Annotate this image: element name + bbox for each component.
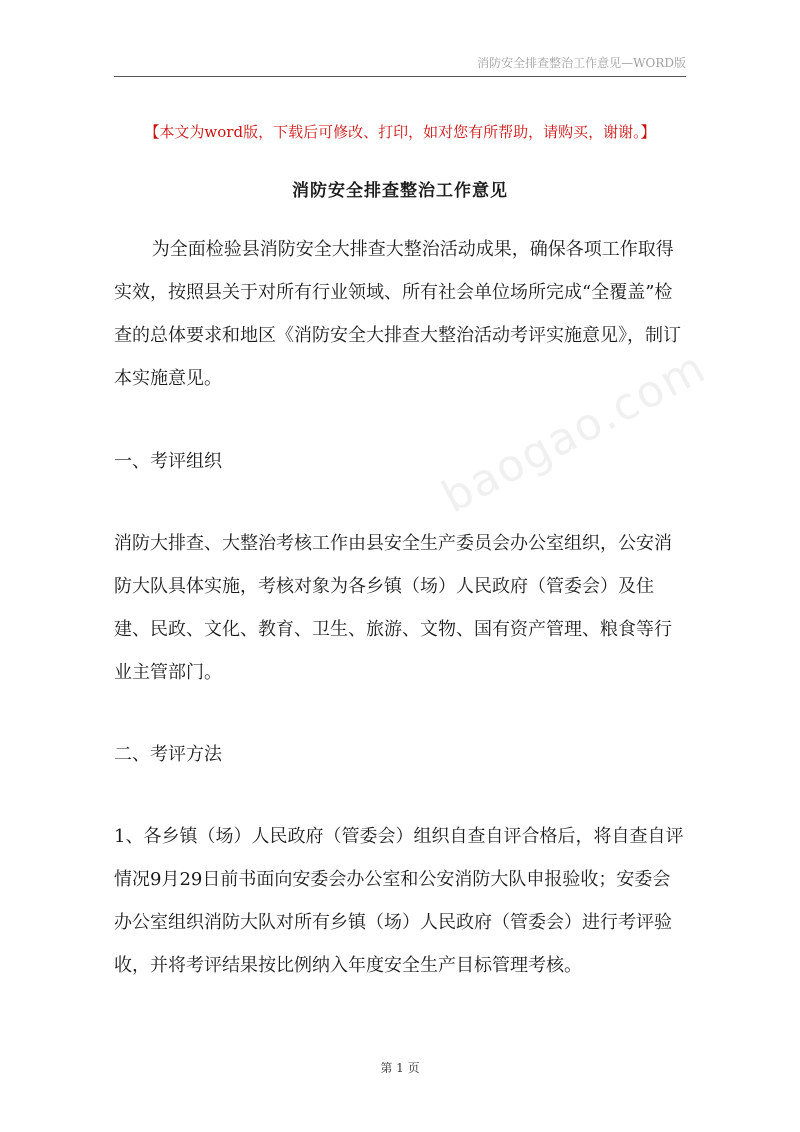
section-2-item-1: 1、各乡镇（场）人民政府（管委会）组织自查自评合格后，将自查自评情况9月29日前书面向安委会办公室和公安消防大队申报验收；安委会办公室组织消防大队对所有乡镇（场）人民政府（管委会）进行考评验收，并将考评结果按比例纳入年度安全生产目标管理考核。 xyxy=(114,826,684,976)
section-1-body: 消防大排查、大整治考核工作由县安全生产委员会办公室组织，公安消防大队具体实施，考核对象为各乡镇（场）人民政府（管委会）及住建、民政、文化、教育、卫生、旅游、文物、国有资产管理、粮食等行业主管部门。 xyxy=(114,533,672,683)
intro-paragraph: 为全面检验县消防安全大排查大整治活动成果，确保各项工作取得实效，按照县关于对所有行业领域、所有社会单位场所完成“全覆盖”检查的总体要求和地区《消防安全大排查大整治活动考评实施意见》，制订本实施意见。 xyxy=(114,239,681,389)
document-title: 消防安全排查整治工作意见 xyxy=(292,181,508,201)
running-header: 消防安全排查整治工作意见—WORD版 xyxy=(477,56,686,70)
watermark: baogao.com xyxy=(434,341,715,524)
section-2-heading: 二、考评方法 xyxy=(114,744,222,765)
page-number: 第 1 页 xyxy=(380,1061,420,1075)
download-notice: 【本文为word版，下载后可修改、打印，如对您有所帮助，请购买，谢谢。】 xyxy=(144,123,656,141)
section-1-heading: 一、考评组织 xyxy=(114,451,222,472)
header-divider xyxy=(114,76,686,77)
